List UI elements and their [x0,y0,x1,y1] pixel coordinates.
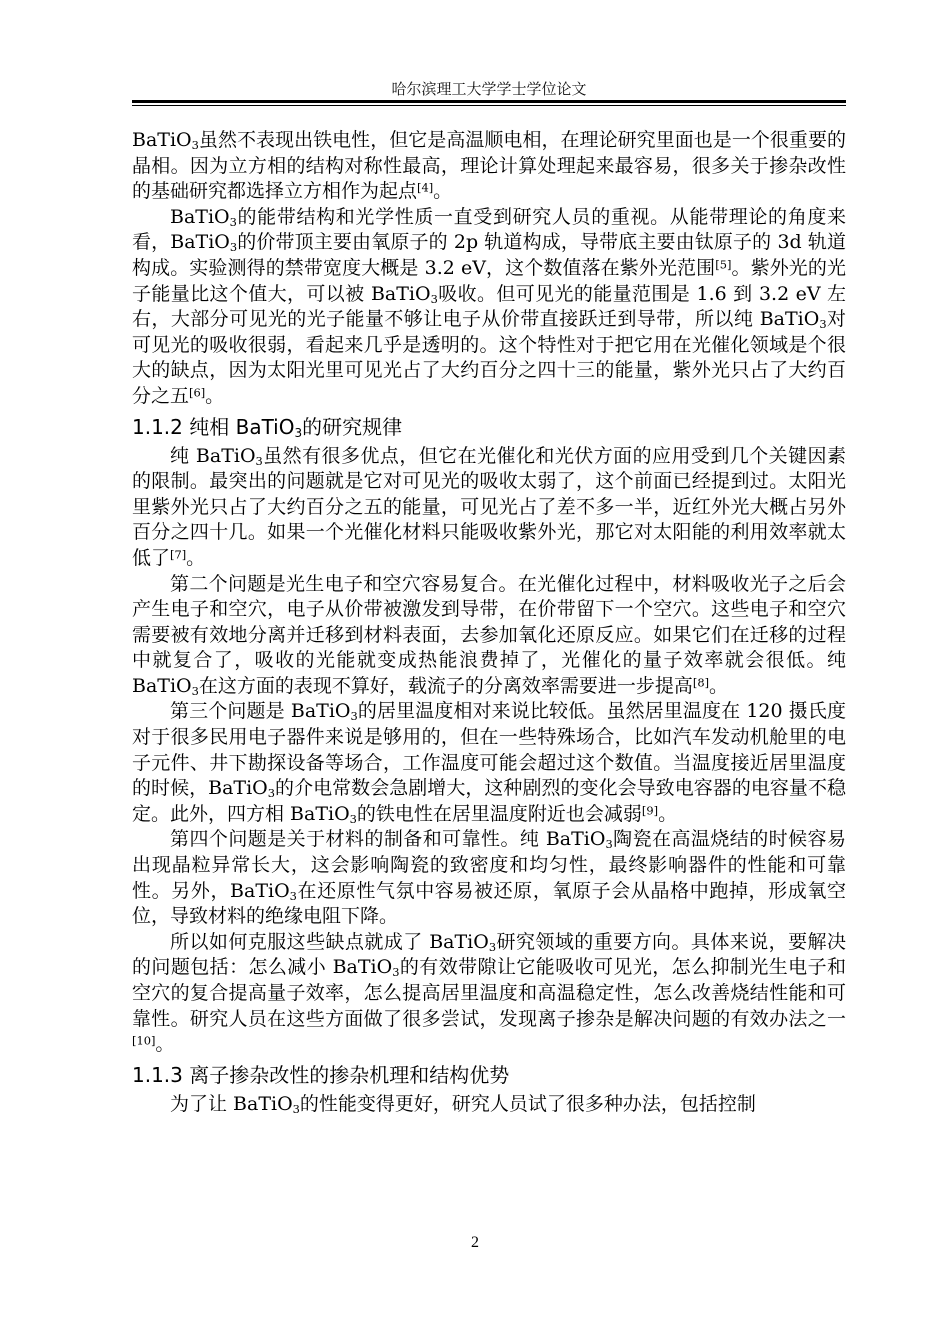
subscript: 3 [392,965,400,980]
subscript: 3 [350,709,358,724]
page-number: 2 [471,1234,479,1251]
text-run: 。 [186,546,206,569]
paragraph [132,699,846,827]
citation-ref: [4] [417,180,434,195]
text-run: 的有效带隙让它能吸收可见光，怎么抑制光生电子和空穴的复合提高量子效率，怎么提高居里温度和高温稳定性，怎么改善烧结性能和可靠性。研究人员在这些方面做了很多尝试，发现离子掺杂是解决问题的有效办法之一 [132,956,846,1030]
text-run: 的能带结构和光学性质一直受到研究人员的重视。从能带理论的角度来看，BaTiO [132,205,846,254]
text-run: 虽然有很多优点，但它在光催化和光伏方面的应用受到几个关键因素的限制。最突出的问题就是它对可见光的吸收太弱了，这个前面已经提到过。太阳光里紫外光只占了大约百分之五的能量，可见光占了差不多一半，近红外光大概占另外百分之四十几。如果一个光催化材料只能吸收紫外光，那它对太阳能的利用效率就太低了 [132,444,846,569]
citation-ref: [9] [641,803,659,818]
subscript: 3 [292,1101,300,1116]
text-run: 1.1.2 纯相 BaTiO [132,414,295,439]
subscript: 3 [229,214,237,229]
section-heading [132,1058,846,1092]
paragraph [132,444,846,572]
subscript: 3 [289,888,297,903]
text-run: 在这方面的表现不算好，载流子的分离效率需要进一步提高 [198,674,693,697]
subscript: 3 [191,137,199,152]
text-run: 。 [155,1033,175,1056]
body-text [132,128,846,1117]
subscript: 3 [819,317,827,331]
text-run: 为了让 BaTiO [170,1092,293,1115]
text-run: 的价带顶主要由氧原子的 2p 轨道构成，导带底主要由钛原子的 3d 轨道构成。实验测得的禁带宽度大概是 3.2 eV，这个数值落在紫外光范围 [132,231,846,279]
citation-ref: [7] [170,547,187,562]
text-run: 研究领域的重要方向。具体来说，要解决的问题包括：怎么减小 BaTiO [132,930,846,979]
subscript: 3 [255,453,263,468]
paragraph [132,827,846,929]
text-run: 陶瓷在高温烧结的时候容易出现晶粒异常长大，这会影响陶瓷的致密度和均匀性，最终影响器件的性能和可靠性。另外，BaTiO [132,828,846,902]
text-run: 吸收。但可见光的能量范围是 1.6 到 3.2 eV 左右，大部分可见光的光子能量不够让电子从价带直接跃迁到导带，所以纯 BaTiO [132,282,846,331]
header-rule-thick [132,100,846,103]
citation-ref: [8] [692,675,710,690]
citation-ref: [10] [132,1033,156,1048]
text-run: 。 [433,180,453,203]
text-run: 在还原性气氛中容易被还原，氧原子会从晶格中跑掉，形成氧空位，导致材料的绝缘电阻下降。 [132,879,846,928]
text-run: 。 [709,674,729,697]
text-run: 的铁电性在居里温度附近也会减弱 [356,802,642,825]
text-run: 的性能变得更好，研究人员试了很多种办法，包括控制 [299,1092,756,1115]
text-run: 第三个问题是 BaTiO [170,700,351,723]
subscript: 3 [294,425,303,440]
text-run: 1.1.3 离子掺杂改性的掺杂机理和结构优势 [132,1062,510,1087]
subscript: 3 [229,240,238,255]
text-run: 第二个问题是光生电子和空穴容易复合。在光催化过程中，材料吸收光子之后会产生电子和空穴，电子从价带被激发到导带，在价带留下一个空穴。这些电子和空穴需要被有效地分离并迁移到材料表面，去参加氧化还原反应。如果它们在迁移的过程中就复合了，吸收的光能就变成热能浪费掉了，光催化的量子效率就会很低。纯 BaTiO [132,572,846,697]
running-header: 哈尔滨理工大学学士学位论文 [391,80,587,98]
text-run: 。 [658,802,678,825]
text-run: 的研究规律 [302,414,403,439]
paragraph [132,930,846,1058]
text-run: BaTiO [170,205,230,228]
text-run: 。 [205,384,225,407]
subscript: 3 [191,683,199,698]
text-run: 的介电常数会急剧增大，这种剧烈的变化会导致电容器的电容量不稳定。此外，四方相 BaTiO [132,777,846,825]
text-run: BaTiO [132,129,192,151]
text-run: 虽然不表现出铁电性，但它是高温顺电相，在理论研究里面也是一个很重要的晶相。因为立方相的结构对称性最高，理论计算处理起来最容易，很多关于掺杂改性的基础研究都选择立方相作为起点 [132,129,846,203]
text-run: 对可见光的吸收很弱，看起来几乎是透明的。这个特性对于把它用在光催化领域是个很大的缺点，因为太阳光里可见光占了大约百分之四十三的能量，紫外光只占了大约百分之五 [132,308,846,407]
text-run: 第四个问题是关于材料的制备和可靠性。纯 BaTiO [170,828,606,851]
text-run: 。紫外光的光子能量比这个值大，可以被 BaTiO [132,256,846,305]
header-rule-thin [132,105,846,106]
subscript: 3 [605,837,613,852]
citation-ref: [6] [189,385,206,400]
citation-ref: [5] [715,257,732,272]
text-run: 所以如何克服这些缺点就成了 BaTiO [170,930,489,953]
text-run: 的居里温度相对来说比较低。虽然居里温度在 120 摄氏度对于很多民用电子器件来说是够用的，但在一些特殊场合，比如汽车发动机舱里的电子元件、井下勘探设备等场合，工作温度可能会超过这个数值。当温度接近居里温度的时候，BaTiO [132,700,846,800]
paragraph [132,1092,846,1118]
paragraph [132,128,846,205]
subscript: 3 [488,939,497,954]
paragraph [132,205,846,410]
text-run: 纯 BaTiO [170,444,256,467]
subscript: 3 [349,811,357,826]
paragraph [132,572,846,700]
section-heading [132,410,846,444]
subscript: 3 [267,786,275,801]
subscript: 3 [430,291,438,306]
